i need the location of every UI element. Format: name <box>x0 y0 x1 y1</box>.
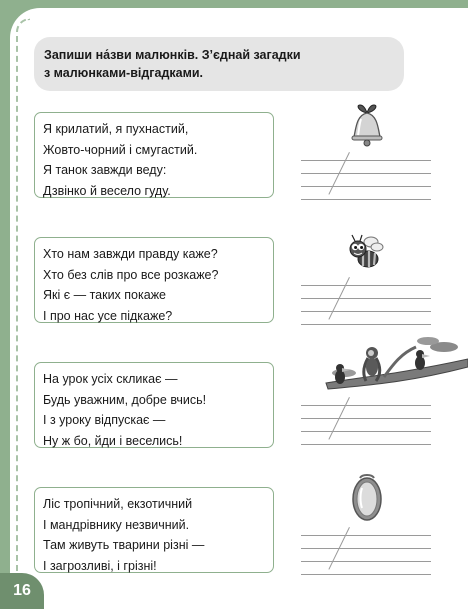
riddle-line: Ну ж бо, йди і веселись! <box>43 433 183 448</box>
bell-icon <box>344 103 390 147</box>
page-number: 16 <box>0 573 44 609</box>
riddle-card-1 <box>34 112 274 198</box>
riddle-line: Жовто-чорний і смугастий. <box>43 142 198 157</box>
bee-icon <box>344 232 384 272</box>
riddle-card-2 <box>34 237 274 323</box>
riddle-line: І мандрівнику незвичний. <box>43 517 190 532</box>
writing-lines-3[interactable] <box>301 405 431 449</box>
riddle-line: Я крилатий, я пухнастий, <box>43 122 189 136</box>
mirror-icon <box>350 470 384 524</box>
riddle-line: Які є — таких покаже <box>43 288 167 302</box>
riddle-line: Хто без слів про все розкаже? <box>43 267 219 282</box>
task-line-2: з малюнками-відгадками. <box>44 66 203 80</box>
riddle-line: І загрозливі, і грізні! <box>43 558 157 573</box>
task-instruction <box>34 37 404 91</box>
riddle-line: Там живуть тварини різні — <box>43 538 205 552</box>
riddle-line: Ліс тропічний, екзотичний <box>43 497 193 511</box>
dashed-stitch <box>16 18 30 588</box>
riddle-line: І про нас усе підкаже? <box>43 308 173 323</box>
riddle-card-3 <box>34 362 274 448</box>
writing-lines-1[interactable] <box>301 160 431 204</box>
riddle-line: Я танок завжди веду: <box>43 163 167 177</box>
riddle-card-4 <box>34 487 274 573</box>
writing-lines-4[interactable] <box>301 535 431 579</box>
riddle-line: На урок усіх скликає — <box>43 372 178 386</box>
task-line-1: Запиши на́зви малюнків. З’єднай загадки <box>44 48 301 62</box>
riddle-line: Будь уважним, добре вчись! <box>43 392 207 407</box>
writing-lines-2[interactable] <box>301 285 431 329</box>
riddle-line: Дзвінко й весело гуду. <box>43 183 171 198</box>
riddle-line: Хто нам завжди правду каже? <box>43 247 218 261</box>
riddle-line: І з уроку відпускає — <box>43 413 166 427</box>
jungle-branch-icon <box>324 333 468 393</box>
